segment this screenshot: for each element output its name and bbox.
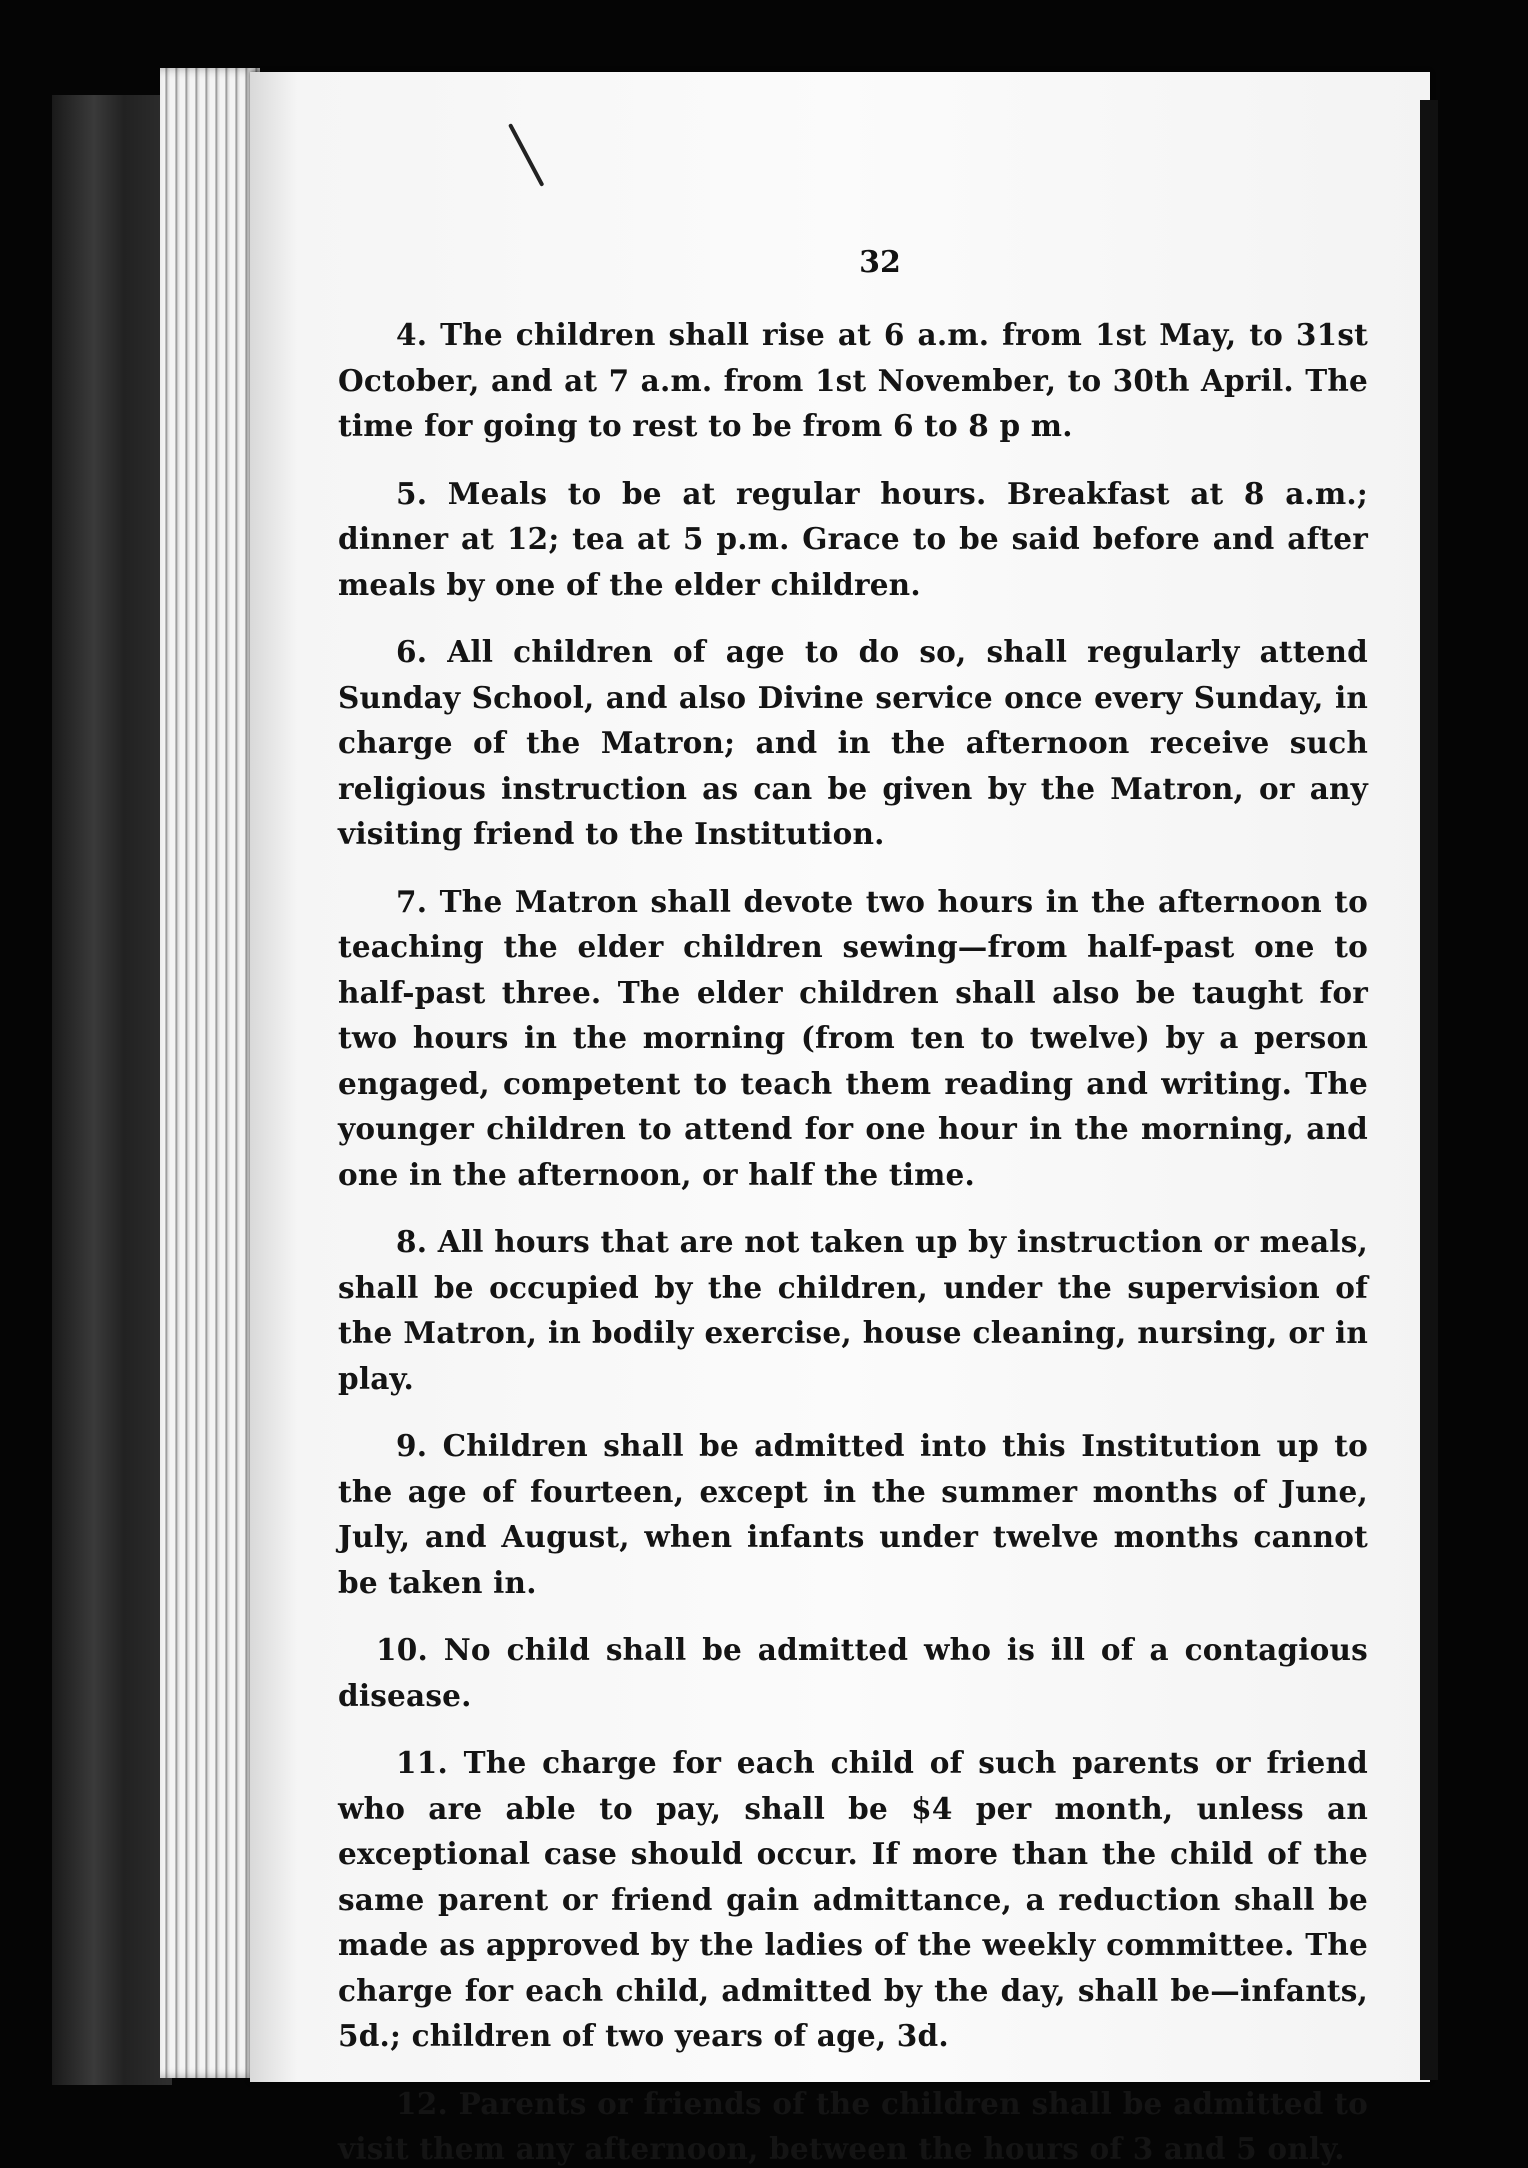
rule-11 bbox=[338, 1740, 1368, 2059]
rule-8 bbox=[338, 1219, 1368, 1401]
rule-text: All hours that are not taken up by instruction or meals, shall be occupied by the children, under the supervision of the Matron, in bodily exercise, house cleaning, nursing, or in play. bbox=[338, 1224, 1368, 1396]
rules-text bbox=[338, 312, 1368, 2168]
rule-text: Meals to be at regular hours. Breakfast at 8 a.m.; dinner at 12; tea at 5 p.m. Grace to be said before and after meals by one of the elder children. bbox=[338, 475, 1368, 602]
book-binding bbox=[52, 95, 172, 2085]
rule-number: 11. bbox=[396, 1745, 448, 1780]
rule-number: 10. bbox=[376, 1632, 428, 1667]
rule-text: The children shall rise at 6 a.m. from 1st May, to 31st October, and at 7 a.m. from 1st November, to 30th April. The time for going to rest to be from 6 to 8 p m. bbox=[338, 317, 1368, 443]
rule-number: 5. bbox=[396, 475, 428, 511]
rule-9 bbox=[338, 1423, 1368, 1605]
rule-number: 8. bbox=[396, 1224, 428, 1259]
page-edges bbox=[160, 68, 260, 2078]
rule-text: The Matron shall devote two hours in the afternoon to teaching the elder children sewing—from half-past one to half-past three. The elder children shall also be taught for two hours in the morning (from ten to twelve) by a person engaged, competent to teach them reading and writing. The younger children to attend for one hour in the morning, and one in the afternoon, or half the time. bbox=[338, 883, 1368, 1192]
right-page-shadow bbox=[1420, 100, 1438, 2080]
rule-number: 12. bbox=[396, 2085, 448, 2121]
rule-4 bbox=[338, 312, 1368, 449]
rule-10 bbox=[338, 1627, 1368, 1718]
rule-text: No child shall be admitted who is ill of a contagious disease. bbox=[338, 1632, 1368, 1713]
rule-text: Parents or friends of the children shall be admitted to visit them any afternoon, between the hours of 3 and 5 only. bbox=[338, 2085, 1368, 2166]
rule-number: 9. bbox=[396, 1428, 428, 1463]
rule-number: 4. bbox=[396, 317, 428, 352]
rule-text: The charge for each child of such parents or friend who are able to pay, shall be $4 per month, unless an exceptional case should occur. If more than the child of the same parent or friend gain admittance, a reduction shall be made as approved by the ladies of the weekly committee. The charge for each child, admitted by the day, shall be—infants, 5d.; children of two years of age, 3d. bbox=[338, 1745, 1368, 2053]
rule-number: 6. bbox=[396, 634, 428, 669]
rule-7 bbox=[338, 879, 1368, 1198]
rule-6 bbox=[338, 629, 1368, 857]
rule-5 bbox=[338, 471, 1368, 608]
page-number: 32 bbox=[859, 245, 901, 280]
rule-text: All children of age to do so, shall regularly attend Sunday School, and also Divine service once every Sunday, in charge of the Matron; and in the afternoon receive such religious instruction as can be given by the Matron, or any visiting friend to the Institution. bbox=[338, 634, 1368, 851]
rule-number: 7. bbox=[396, 883, 428, 919]
rule-12 bbox=[338, 2081, 1368, 2168]
rule-text: Children shall be admitted into this Institution up to the age of fourteen, except in the summer months of June, July, and August, when infants under twelve months cannot be taken in. bbox=[338, 1428, 1368, 1600]
